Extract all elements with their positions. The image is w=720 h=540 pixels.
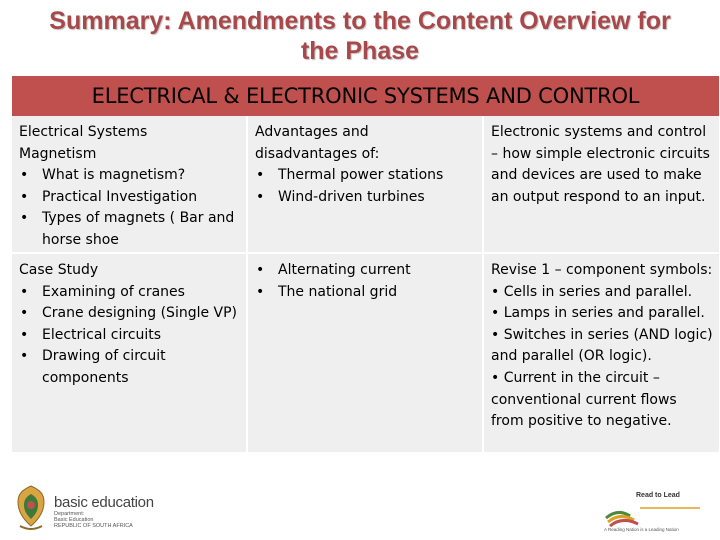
coat-of-arms-icon	[12, 484, 50, 534]
bullet-list	[19, 282, 240, 390]
table-cell	[12, 116, 248, 254]
list-item: • Examining of cranes	[19, 282, 240, 304]
bullet-list	[255, 260, 476, 303]
list-item: • Electrical circuits	[19, 325, 240, 347]
list-item: • Current in the circuit – conventional current flows from positive to negative.	[491, 369, 677, 430]
list-item: • Thermal power stations	[255, 165, 476, 187]
table-cell	[484, 116, 719, 254]
table-header: ELECTRICAL & ELECTRONIC SYSTEMS AND CONTROL	[12, 76, 719, 116]
table-cell	[484, 254, 719, 454]
footer	[0, 478, 720, 540]
table-row	[12, 116, 719, 254]
slide-title-line2: the Phase	[300, 37, 420, 65]
content-table	[12, 76, 719, 454]
list-item: • The national grid	[255, 282, 476, 304]
read-to-lead-tagline: A Reading Nation is a Leading Nation	[604, 527, 679, 532]
slide-title	[0, 6, 720, 66]
bullet-list	[255, 165, 476, 208]
table-cell	[248, 254, 484, 454]
list-item: • Drawing of circuit components	[19, 346, 240, 389]
list-item: • Types of magnets ( Bar and horse shoe	[19, 208, 240, 251]
list-item: • Switches in series (AND logic) and parallel (OR logic).	[491, 326, 713, 365]
read-to-lead-title: Read to Lead	[636, 492, 680, 499]
cell-heading: Case Study	[19, 262, 99, 278]
bullet-list	[19, 165, 240, 251]
table-cell	[248, 116, 484, 254]
cell-heading: Advantages and	[255, 124, 369, 140]
logo-sub-text: Department:	[54, 511, 85, 517]
list-item: • Wind-driven turbines	[255, 187, 476, 209]
list-item: • Alternating current	[255, 260, 476, 282]
department-logo	[54, 494, 154, 529]
list-item: • Lamps in series and parallel.	[491, 305, 705, 322]
table-row	[12, 254, 719, 454]
table-cell	[12, 254, 248, 454]
cell-subheading: Magnetism	[19, 145, 97, 162]
list-item: • Practical Investigation	[19, 187, 240, 209]
read-to-lead-logo	[600, 482, 710, 538]
logo-sub-text: REPUBLIC OF SOUTH AFRICA	[54, 523, 133, 529]
list-item: • Crane designing (Single VP)	[19, 303, 240, 325]
logo-main-text: basic education	[54, 494, 154, 511]
cell-heading: Electrical Systems	[19, 124, 148, 140]
list-item: • Cells in series and parallel.	[491, 283, 693, 300]
cell-intro: Revise 1 – component symbols:	[491, 262, 713, 278]
slide-title-line1: Summary: Amendments to the Content Overview for	[49, 7, 671, 35]
logo-sub-text: Basic Education	[54, 517, 94, 523]
list-item: • What is magnetism?	[19, 165, 240, 187]
cell-heading: disadvantages of:	[255, 145, 380, 162]
cell-text: Electronic systems and control – how simple electronic circuits and devices are used to make an output respond to an input.	[491, 124, 710, 205]
